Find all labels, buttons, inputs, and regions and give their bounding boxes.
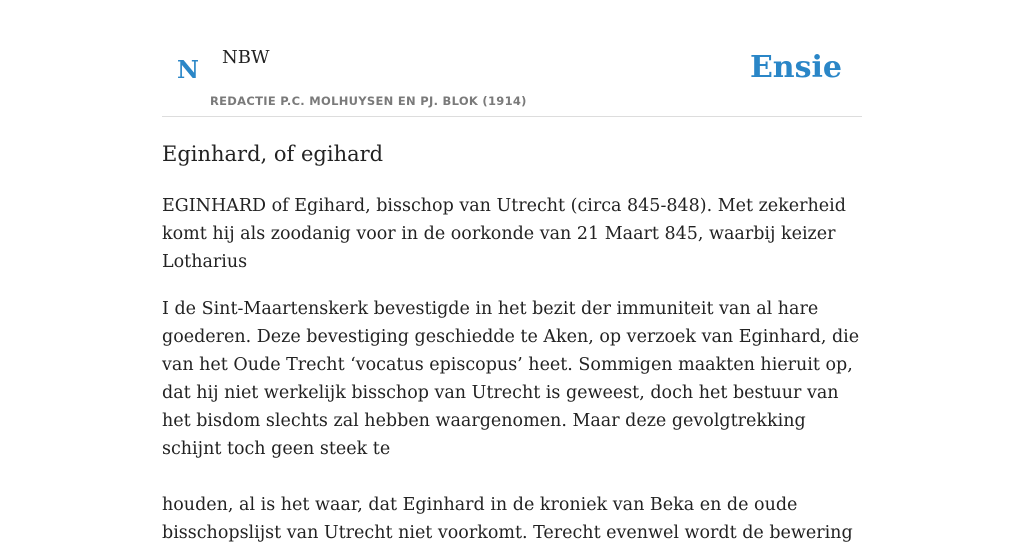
article-paragraph: houden, al is het waar, dat Eginhard in de kroniek van Beka en de oude bisschopslijst van Utrecht niet voorkomt. Terecht evenwel wordt de bewering	[162, 495, 853, 543]
article-paragraph: I de Sint-Maartenskerk bevestigde in het bezit der immuniteit van al hare goederen. Deze bevestiging geschiedde te Aken, op verzoek van Eginhard, die van het Oude Trecht ‘vocatus episcopus’ heet. Sommigen maakten hieruit op, dat hij niet werkelijk bisschop van Utrecht is geweest, doch het bestuur van het bisdom slechts zal hebben waargenomen. Maar deze gevolgtrekking schijnt toch geen steek te	[162, 299, 860, 459]
article-title: Eginhard, of egihard	[162, 142, 384, 166]
source-subtitle: REDACTIE P.C. MOLHUYSEN EN PJ. BLOK (1914)	[210, 94, 527, 108]
article	[162, 138, 862, 547]
source-header	[162, 0, 862, 117]
source-title[interactable]: NBW	[222, 47, 270, 68]
article-paragraph: EGINHARD of Egihard, bisschop van Utrecht (circa 845-848). Met zekerheid komt hij als zoodanig voor in de oorkonde van 21 Maart 845, waarbij keizer Lotharius	[162, 196, 846, 272]
source-logo[interactable]: N	[177, 55, 199, 84]
brand-logo-link[interactable]: Ensie	[749, 50, 842, 85]
